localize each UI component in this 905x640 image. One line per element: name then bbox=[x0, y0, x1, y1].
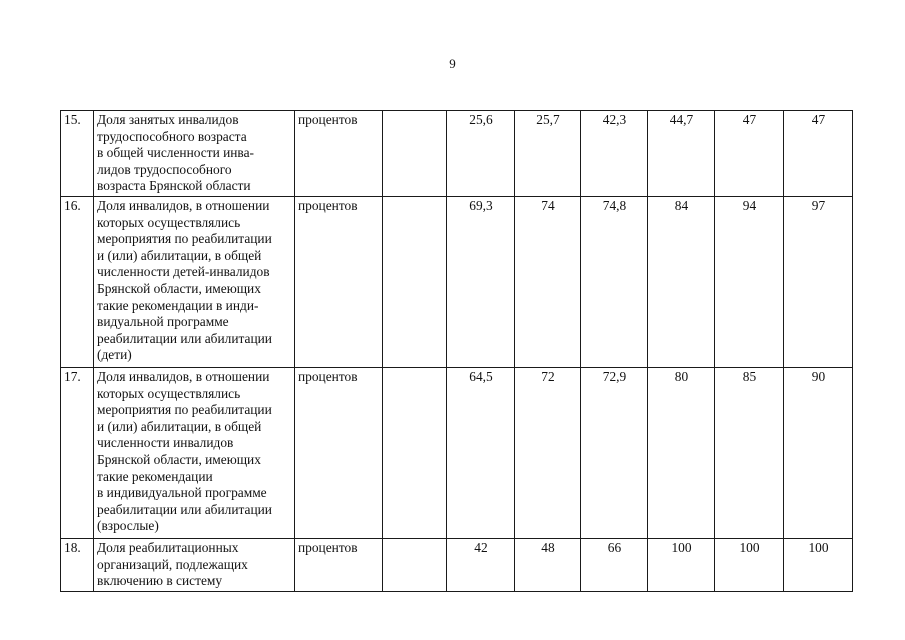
indicator-name-text: Доля инвалидов, в отношении которых осуществлялись мероприятия по реабилитации и (или) абилитации, в общей численности детей-инвалидов Брянской области, имеющих такие рекомендации в инди- видуальной программе реабилитации или абилитации (дети) bbox=[97, 198, 272, 363]
indicator-name-text: Доля инвалидов, в отношении которых осуществлялись мероприятия по реабилитации и (или) абилитации, в общей численности инвалидов Брянской области, имеющих такие рекомендации в индивидуальной программе реабилитации или абилитации (взрослые) bbox=[97, 369, 272, 534]
indicator-name-text: Доля реабилитационных организаций, подлежащих включению в систему bbox=[97, 540, 248, 589]
page-number: 9 bbox=[449, 56, 456, 71]
indicator-name bbox=[94, 197, 295, 368]
indicator-name bbox=[94, 539, 295, 592]
value-cell: 66 bbox=[581, 539, 648, 592]
table-row bbox=[61, 539, 853, 592]
table-row bbox=[61, 197, 853, 368]
value-cell: 47 bbox=[715, 111, 784, 197]
value-cell: 80 bbox=[648, 368, 715, 539]
value-cell: 72 bbox=[515, 368, 581, 539]
base-value-cell bbox=[383, 197, 447, 368]
value-cell: 47 bbox=[784, 111, 853, 197]
value-cell: 94 bbox=[715, 197, 784, 368]
value-cell: 42,3 bbox=[581, 111, 648, 197]
indicator-name bbox=[94, 368, 295, 539]
value-cell: 85 bbox=[715, 368, 784, 539]
base-value-cell bbox=[383, 368, 447, 539]
value-cell: 74,8 bbox=[581, 197, 648, 368]
value-cell: 25,7 bbox=[515, 111, 581, 197]
value-cell: 72,9 bbox=[581, 368, 648, 539]
value-cell: 48 bbox=[515, 539, 581, 592]
table-row bbox=[61, 111, 853, 197]
value-cell: 25,6 bbox=[447, 111, 515, 197]
row-number: 17. bbox=[61, 368, 94, 539]
indicator-name bbox=[94, 111, 295, 197]
table-row bbox=[61, 368, 853, 539]
value-cell: 44,7 bbox=[648, 111, 715, 197]
value-cell: 97 bbox=[784, 197, 853, 368]
value-cell: 69,3 bbox=[447, 197, 515, 368]
base-value-cell bbox=[383, 539, 447, 592]
value-cell: 90 bbox=[784, 368, 853, 539]
unit-cell: процентов bbox=[295, 539, 383, 592]
value-cell: 100 bbox=[648, 539, 715, 592]
value-cell: 64,5 bbox=[447, 368, 515, 539]
row-number: 16. bbox=[61, 197, 94, 368]
indicator-name-text: Доля занятых инвалидов трудоспособного возраста в общей численности инва- лидов трудоспособного возраста Брянской области bbox=[97, 112, 254, 194]
row-number: 15. bbox=[61, 111, 94, 197]
unit-cell: процентов bbox=[295, 111, 383, 197]
value-cell: 42 bbox=[447, 539, 515, 592]
unit-cell: процентов bbox=[295, 197, 383, 368]
value-cell: 100 bbox=[784, 539, 853, 592]
value-cell: 100 bbox=[715, 539, 784, 592]
value-cell: 74 bbox=[515, 197, 581, 368]
base-value-cell bbox=[383, 111, 447, 197]
value-cell: 84 bbox=[648, 197, 715, 368]
indicators-table bbox=[60, 110, 853, 592]
unit-cell: процентов bbox=[295, 368, 383, 539]
row-number: 18. bbox=[61, 539, 94, 592]
